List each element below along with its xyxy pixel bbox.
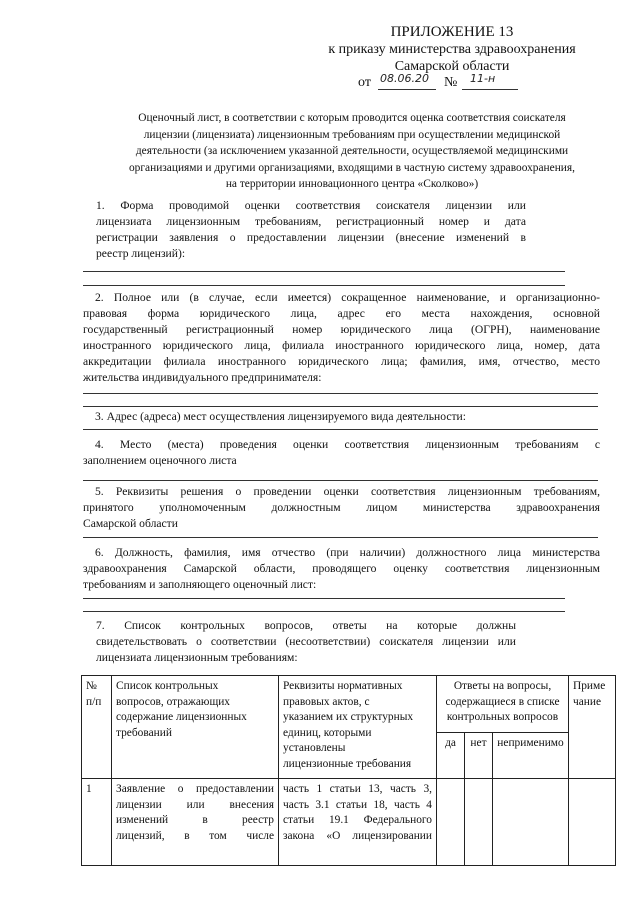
section-4-line: заполнением оценочного листа	[83, 454, 237, 467]
section-6-line: требованиям и заполняющего оценочный лист:	[83, 578, 317, 591]
header-not-applicable: неприменимо	[493, 733, 569, 779]
header-text: контрольных вопросов	[446, 711, 559, 723]
header-text: установлены	[283, 742, 346, 754]
row-number: 1	[82, 779, 112, 866]
section-3-line: 3. Адрес (адреса) мест осуществления лицензируемого вида деятельности:	[95, 410, 466, 423]
fill-line	[83, 537, 598, 538]
appendix-title: ПРИЛОЖЕНИЕ 13	[390, 24, 514, 40]
header-text: Список контрольных	[116, 680, 219, 692]
header-text: содержащиеся в списке	[445, 695, 560, 708]
section-2-line: 2. Полное или (в случае, если имеется) сокращенное наименование, и организационно-	[95, 291, 600, 304]
section-2-line: иностранного юридического лица, филиала иностранного юридического лица, номер, дата	[83, 339, 600, 352]
cell-text: изменений в реестр	[116, 814, 274, 826]
number-underline	[462, 89, 518, 90]
cell-text: лицензий, в том числе	[116, 829, 274, 842]
order-line-2: Самарской области	[394, 59, 510, 74]
header-text: №	[86, 680, 97, 692]
section-1-line: реестр лицензий):	[96, 247, 186, 260]
section-1-line: регистрации заявления о предоставлении лицензии (внесение изменений в	[96, 231, 526, 244]
header-text: указанием их структурных	[283, 711, 414, 723]
section-2-line: жительства индивидуального предпринимателя:	[83, 371, 322, 384]
cell-text: статьи 19.1 Федерального	[283, 814, 432, 826]
row-na-cell[interactable]	[493, 779, 569, 866]
header-answers	[437, 676, 569, 733]
document-title	[92, 110, 612, 193]
section-5-line: Самарской области	[83, 517, 178, 530]
section-6	[83, 545, 600, 593]
row-requisites	[279, 779, 437, 866]
section-1	[96, 198, 526, 262]
cell-text: часть 3.1 статьи 18, часть 4	[283, 798, 432, 811]
header-text: требований	[116, 726, 172, 739]
fill-line	[83, 480, 598, 481]
section-5-line: 5. Реквизиты решения о проведении оценки соответствия лицензионным требованиям,	[95, 485, 600, 498]
section-4-line: 4. Место (места) проведения оценки соответствия лицензионным требованиям с	[95, 438, 600, 451]
section-5	[83, 484, 600, 532]
section-2	[83, 290, 600, 386]
header-text: Приме	[573, 680, 606, 692]
section-3	[95, 409, 612, 425]
header-text: содержание лицензионных	[116, 711, 247, 723]
section-2-line: аккредитации филиала иностранного юридического лица; фамилия, имя, отчество, место	[83, 355, 600, 368]
order-date-number	[358, 72, 538, 92]
row-yes-cell[interactable]	[437, 779, 465, 866]
section-1-line: 1. Форма проводимой оценки соответствия соискателя лицензии или	[96, 199, 526, 212]
number-label: №	[444, 75, 458, 90]
fill-line	[83, 406, 598, 407]
section-7-line: свидетельствовать о соответствии (несоответствии) соискателя лицензии или	[96, 635, 516, 648]
section-6-line: здравоохранения Самарской области, проводящего оценку соответствия лицензионным	[83, 562, 600, 575]
header-questions	[112, 676, 279, 779]
section-2-line: государственный регистрационный номер юридического лица (ОГРН), наименование	[83, 323, 600, 336]
row-note-cell[interactable]	[569, 779, 616, 866]
header-text: единиц, которыми	[283, 726, 372, 739]
table-header-row	[82, 676, 616, 733]
cell-text: лицензии или внесения	[116, 798, 274, 811]
handwritten-number: 11-н	[470, 72, 496, 85]
header-text: вопросов, отражающих	[116, 695, 231, 708]
row-no-cell[interactable]	[465, 779, 493, 866]
title-line: организациями и другими организациями, входящими в частную систему здравоохранения,	[128, 161, 575, 174]
fill-line	[83, 429, 598, 430]
section-7-line: 7. Список контрольных вопросов, ответы на которые должны	[96, 619, 516, 632]
fill-line	[83, 271, 565, 272]
header-text: п/п	[86, 695, 102, 708]
cell-text: Заявление о предоставлении	[116, 783, 274, 795]
section-2-line: правовая форма юридического лица, адрес его места нахождения, основной	[83, 307, 600, 320]
order-line-1: к приказу министерства здравоохранения	[328, 42, 576, 57]
header-no: нет	[465, 733, 493, 779]
title-line: деятельности (за исключением указанной деятельности, осуществляемой медицинскими	[135, 145, 569, 157]
header-yes: да	[437, 733, 465, 779]
date-underline	[378, 89, 436, 90]
header-note	[569, 676, 616, 779]
header-text: чание	[573, 695, 602, 708]
cell-text: закона «О лицензировании	[283, 829, 432, 842]
section-5-line: принятого уполномоченным должностным лицом министерства здравоохранения	[83, 501, 600, 514]
title-line: Оценочный лист, в соответствии с которым проводится оценка соответствия соискателя	[138, 112, 566, 124]
header-text: лицензионные требования	[283, 757, 412, 770]
section-7-line: лицензиата лицензионным требованиям:	[96, 651, 298, 664]
header-text: правовых актов, с	[283, 695, 370, 708]
header-number	[82, 676, 112, 779]
title-line: лицензии (лицензиата) лицензионным требованиям при осуществлении медицинской	[143, 128, 561, 141]
section-6-line: 6. Должность, фамилия, имя отчество (при наличии) должностного лица министерства	[95, 546, 600, 559]
section-4	[83, 437, 600, 469]
header-text: Реквизиты нормативных	[283, 680, 403, 692]
checklist-table	[81, 675, 616, 866]
section-7	[96, 618, 516, 666]
cell-text: часть 1 статьи 13, часть 3,	[283, 783, 432, 795]
header-text: Ответы на вопросы,	[453, 680, 552, 692]
fill-line	[83, 611, 565, 612]
section-1-line: лицензиата лицензионным требованиям, регистрационный номер и дата	[96, 215, 526, 228]
fill-line	[83, 393, 598, 394]
title-line: на территории инновационного центра «Сколково»)	[225, 178, 479, 190]
header-requisites	[279, 676, 437, 779]
table-row	[82, 779, 616, 866]
handwritten-date: 08.06.20	[380, 72, 429, 85]
fill-line	[83, 598, 565, 599]
fill-line	[83, 285, 565, 286]
from-label: от	[358, 75, 371, 90]
row-question	[112, 779, 279, 866]
